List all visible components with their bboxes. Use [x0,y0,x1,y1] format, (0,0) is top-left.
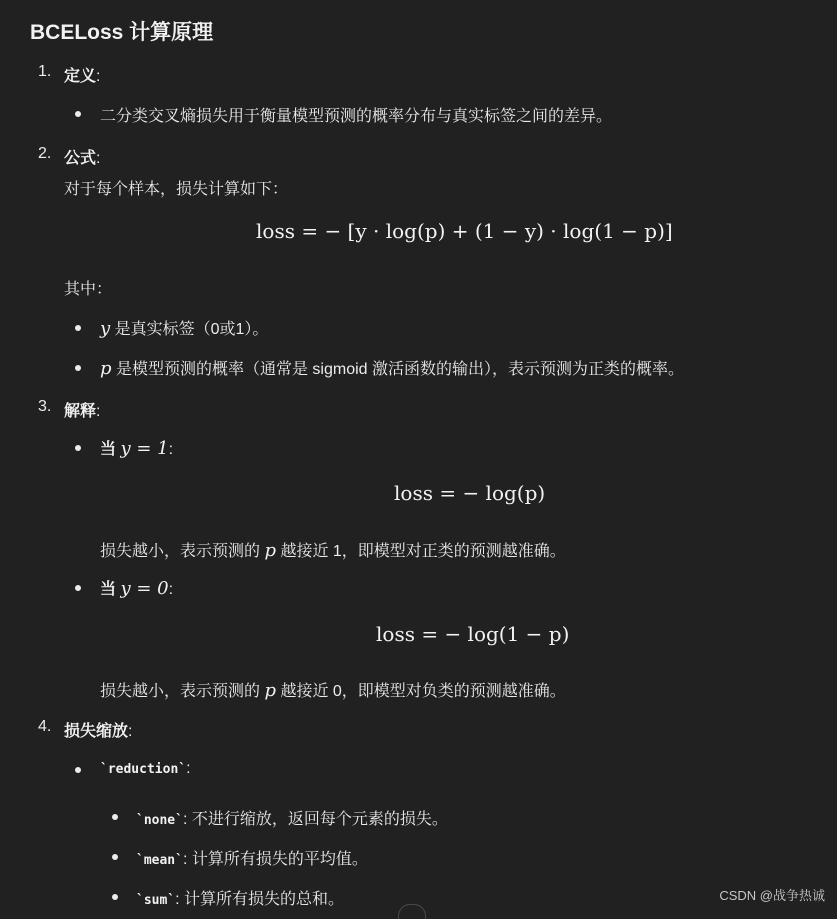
var-p-item [100,356,684,379]
section-3-colon: : [96,403,101,420]
case-y1-var: p [264,540,276,561]
bullet-dot [75,767,81,773]
bullet-dot [75,585,81,591]
option-mean-code: `mean` [136,853,183,868]
var-p: p [100,358,112,379]
case-y1-prefix: 当 [100,441,117,458]
definition-text: 二分类交叉熵损失用于衡量模型预测的概率分布与真实标签之间的差异。 [100,108,613,125]
reduction-code: `reduction` [100,762,187,777]
case-y0-formula: loss = − log(1 − p) [376,622,570,646]
case-y0-colon: : [168,581,174,598]
section-4-number: 4. [38,718,52,735]
case-y0-heading [100,576,173,599]
bullet-dot [112,854,118,860]
section-3-title: 解释 [64,403,97,420]
option-sum-desc: : 计算所有损失的总和。 [175,891,345,908]
var-y-item [100,316,268,339]
case-y1-heading [100,436,173,459]
bullet-dot [112,894,118,900]
bullet-dot [75,445,81,451]
option-none-code: `none` [136,813,183,828]
section-2-heading [64,145,100,168]
option-mean-desc: : 计算所有损失的平均值。 [182,851,368,868]
case-y1-formula: loss = − log(p) [394,481,546,505]
bullet-dot [75,111,81,117]
bullet-dot [112,814,118,820]
case-y0-condition: y = 0 [120,578,169,599]
section-1-number: 1. [38,63,52,80]
formula-intro: 对于每个样本，损失计算如下： [64,181,289,198]
where-label: 其中： [64,281,113,298]
section-4-title: 损失缩放 [64,723,129,740]
section-4-colon: : [128,723,133,740]
bullet-dot [75,325,81,331]
section-1-title: 定义 [64,68,97,85]
section-3-heading [64,398,100,421]
bullet-dot [75,365,81,371]
case-y1-condition: y = 1 [120,438,169,459]
section-2-number: 2. [38,145,52,162]
section-1-heading [64,63,100,86]
section-4-heading [64,718,132,741]
case-y0-text-b: 越接近 0，即模型对负类的预测越准确。 [280,683,566,700]
bce-formula: loss = − [y · log(p) + (1 − y) · log(1 − p)] [256,219,673,243]
case-y0-explanation [100,678,566,701]
reduction-param [100,760,191,778]
var-p-desc: 是模型预测的概率（通常是 sigmoid 激活函数的输出），表示预测为正类的概率。 [115,361,685,378]
section-1-colon: : [96,68,101,85]
option-sum-code: `sum` [136,893,176,908]
option-mean [136,846,368,869]
case-y1-colon: : [168,441,174,458]
section-2-colon: : [96,150,101,167]
case-y0-prefix: 当 [100,581,117,598]
section-3-number: 3. [38,398,52,415]
case-y0-text-a: 损失越小，表示预测的 [100,683,261,700]
case-y1-text-b: 越接近 1，即模型对正类的预测越准确。 [280,543,566,560]
page-title: BCELoss 计算原理 [30,21,214,44]
option-sum [136,886,344,909]
reduction-colon: : [186,760,191,777]
var-y: y [100,318,111,339]
case-y1-explanation [100,538,566,561]
option-none-desc: : 不进行缩放，返回每个元素的损失。 [182,811,448,828]
case-y1-text-a: 损失越小，表示预测的 [100,543,261,560]
watermark: CSDN @战争热诚 [719,888,825,903]
case-y0-var: p [264,680,276,701]
section-2-title: 公式 [64,150,97,167]
option-none [136,806,448,829]
var-y-desc: 是真实标签（0或1）。 [114,321,269,338]
